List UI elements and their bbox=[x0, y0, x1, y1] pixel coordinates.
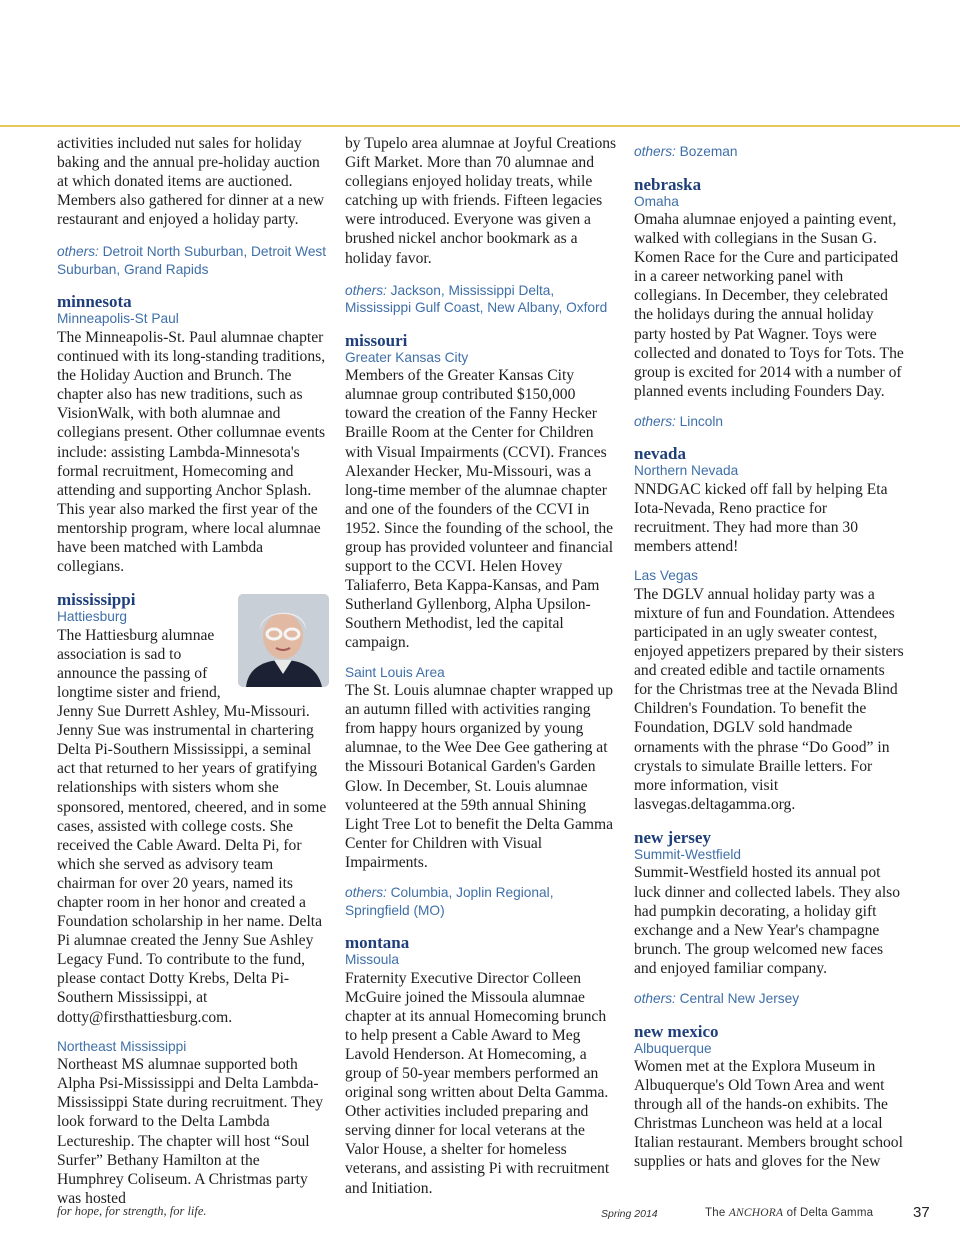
column-3 bbox=[634, 134, 906, 1172]
city-heading: Minneapolis-St Paul bbox=[57, 311, 179, 327]
city-heading: Greater Kansas City bbox=[345, 349, 469, 365]
magazine-prefix: The bbox=[705, 1207, 726, 1219]
continued-paragraph: by Tupelo area alumnae at Joyful Creations Gift Market. More than 70 alumnae and collegians enjoyed holiday treats, while catching up with friends. Fifteen legacies were introduced. Everyone was given a brushed nickel anchor bookmark as a holiday favor. bbox=[345, 135, 617, 267]
state-heading-nebraska: nebraska bbox=[634, 174, 702, 194]
magazine-suffix: of Delta Gamma bbox=[786, 1207, 874, 1219]
others-list bbox=[57, 243, 329, 278]
chapter-report: Summit-Westfield hosted its annual pot luck dinner and collected labels. They also had pumpkin decorating, a holiday gift exchange and a New Year's champagne brunch. The group welcomed new faces and enjoyed familiar company. bbox=[634, 864, 901, 977]
others-chapters: Columbia, Joplin Regional, Springfield (MO) bbox=[345, 885, 554, 918]
city-heading: Omaha bbox=[634, 193, 679, 209]
state-heading-minnesota: minnesota bbox=[57, 292, 132, 312]
others-label: others: bbox=[634, 144, 676, 159]
chapter-report: The St. Louis alumnae chapter wrapped up an autumn filled with activities ranging from happy hours organized by young alumnae, to the Wee Dee Gee gathering at the Missouri Botanical Garden's Garden Glow. In December, St. Louis alumnae volunteered at the 59th annual Shining Light Tree Lot to benefit the Delta Gamma Center for Children with Visual Impairments. bbox=[345, 682, 614, 871]
others-label: others: bbox=[345, 282, 387, 298]
city-heading: Northeast Mississippi bbox=[57, 1038, 187, 1054]
state-heading-missouri: missouri bbox=[345, 330, 408, 350]
header-rule bbox=[0, 125, 960, 127]
others-chapters: Lincoln bbox=[679, 413, 724, 429]
others-label: others: bbox=[634, 991, 676, 1006]
chapter-report: The Minneapolis-St. Paul alumnae chapter continued with its long-standing traditions, the Holiday Auction and Brunch. The chapter also has new traditions, such as VisionWalk, with both alumnae and collegians present. Other collumnae events include: assisting Lambda-Minnesota's formal recruitment, Homecoming and attending and supporting Anchor Splash. This year also marked the first year of the mentorship program, where local alumnae have been matched with Lambda collegians. bbox=[57, 328, 326, 576]
portrait-photo bbox=[238, 594, 329, 687]
others-list bbox=[634, 413, 906, 431]
others-chapters: Jackson, Mississippi Delta, Mississippi Gulf Coast, New Albany, Oxford bbox=[345, 282, 608, 316]
chapter-report: NNDGAC kicked off fall by helping Eta Iota-Nevada, Reno practice for recruitment. They had more than 30 members attend! bbox=[634, 480, 888, 556]
others-chapters: Detroit North Suburban, Detroit West Suburban, Grand Rapids bbox=[57, 244, 327, 277]
others-list bbox=[634, 990, 906, 1008]
chapter-report: Members of the Greater Kansas City alumnae group contributed $150,000 toward the creation of the Fanny Hecker Braille Room at the Center for Children with Visual Impairments (CCVI). Frances Alexander Hecker, Mu-Missouri, was a long-time member of the alumnae chapter and one of the founders of the CCVI in 1952. Since the founding of the school, the group has provided volunteer and financial support to the CCVI. Helen Hovey Taliaferro, Beta Kappa-Kansas, and Pam Sutherland Gyllenborg, Alpha Upsilon-Southern Methodist, led the capital campaign. bbox=[345, 367, 614, 652]
city-heading: Northern Nevada bbox=[634, 463, 739, 479]
chapter-report: Fraternity Executive Director Colleen McGuire joined the Missoula alumnae chapter at its annual Homecoming brunch to help present a Cable Award to Meg Lavold Henderson. At Homecoming, a group of 50-year members performed an original song written about Delta Gamma. Other activities included preparing and serving dinner for local veterans at the Valor House, a shelter for homeless veterans, and assisting Pi with recruitment and Initiation. bbox=[345, 969, 610, 1197]
city-heading: Summit-Westfield bbox=[634, 846, 741, 862]
others-chapters: Bozeman bbox=[679, 144, 738, 159]
others-label: others: bbox=[634, 413, 676, 429]
continued-paragraph: activities included nut sales for holiday baking and the annual pre-holiday auction at which donated items are auctioned. Members also gathered for dinner at a new restaurant and enjoyed a holiday party. bbox=[57, 135, 325, 229]
others-list bbox=[345, 282, 617, 317]
chapter-report: Omaha alumnae enjoyed a painting event, walked with collegians in the Susan G. Komen Race for the Cure and participated in a career networking panel with collegians. In December, they celebrated the holidays during the annual holiday party hosted by Pat Wagner. Toys were collected and donated to Toys for Tots. The group is excited for 2014 with a number of planned events including Founders Day. bbox=[634, 211, 904, 400]
footer-issue: Spring 2014 bbox=[601, 1208, 658, 1220]
column-2 bbox=[345, 134, 617, 1198]
page-number: 37 bbox=[913, 1204, 930, 1221]
city-heading: Saint Louis Area bbox=[345, 664, 445, 680]
footer-tagline: for hope, for strength, for life. bbox=[57, 1204, 207, 1218]
city-heading: Las Vegas bbox=[634, 568, 698, 584]
state-heading-new-mexico: new mexico bbox=[634, 1021, 719, 1041]
others-list bbox=[634, 143, 906, 161]
others-list bbox=[345, 884, 617, 919]
others-label: others: bbox=[345, 885, 387, 900]
chapter-report: Women met at the Explora Museum in Albuquerque's Old Town Area and went through all of the hands-on exhibits. The Christmas Luncheon was held at a local Italian restaurant. Members brought school supplies or hats and gloves for the New bbox=[634, 1058, 903, 1171]
state-heading-new-jersey: new jersey bbox=[634, 827, 711, 847]
others-label: others: bbox=[57, 244, 99, 260]
state-heading-nevada: nevada bbox=[634, 444, 686, 464]
others-chapters: Central New Jersey bbox=[679, 991, 800, 1006]
city-heading: Albuquerque bbox=[634, 1040, 712, 1056]
chapter-report: The Hattiesburg alumnae association is sad to announce the passing of longtime sister and friend, Jenny Sue Durrett Ashley, Mu-Missouri. Jenny Sue was instrumental in chartering Delta Pi-Southern Mississippi, a seminal act that returned to her years of gratifying relationships with sisters whom she sponsored, mentored, cheered, and in some cases, assisted with college costs. She received the Cable Award. Delta Pi, for which she served as advisory team chairman for over 20 years, named its chapter room in her honor and created a Foundation scholarship in her name. Delta Pi alumnae created the Jenny Sue Ashley Legacy Fund. To contribute to the fund, please contact Dotty Krebs, Delta Pi-Southern Mississippi, at dotty@firsthattiesburg.com. bbox=[57, 626, 327, 1026]
state-heading-mississippi: mississippi bbox=[57, 590, 136, 610]
city-heading: Missoula bbox=[345, 952, 400, 967]
magazine-name: ANCHORA bbox=[728, 1207, 784, 1219]
chapter-report: Northeast MS alumnae supported both Alpha Psi-Mississippi and Delta Lambda-Mississippi State during recruitment. They look forward to the Delta Lambda Lectureship. The chapter will host “Soul Surfer” Bethany Hamilton at the Humphrey Coliseum. A Christmas party was hosted bbox=[57, 1056, 324, 1207]
chapter-report: The DGLV annual holiday party was a mixture of fun and Foundation. Attendees participated in an ugly sweater contest, enjoyed appetizers prepared by their sisters and created edible and tactile ornaments for the Christmas tree at the Nevada Blind Children's Foundation. To benefit the Foundation, DGLV sold handmade ornaments with the phrase “Do Good” in crystals to simulate Braille letters. For more information, visit lasvegas.deltagamma.org. bbox=[634, 585, 904, 813]
city-heading: Hattiesburg bbox=[57, 609, 127, 625]
column-1 bbox=[57, 134, 329, 1208]
footer-magazine-title bbox=[705, 1207, 873, 1219]
portrait-illustration bbox=[238, 594, 329, 687]
state-heading-montana: montana bbox=[345, 933, 410, 952]
